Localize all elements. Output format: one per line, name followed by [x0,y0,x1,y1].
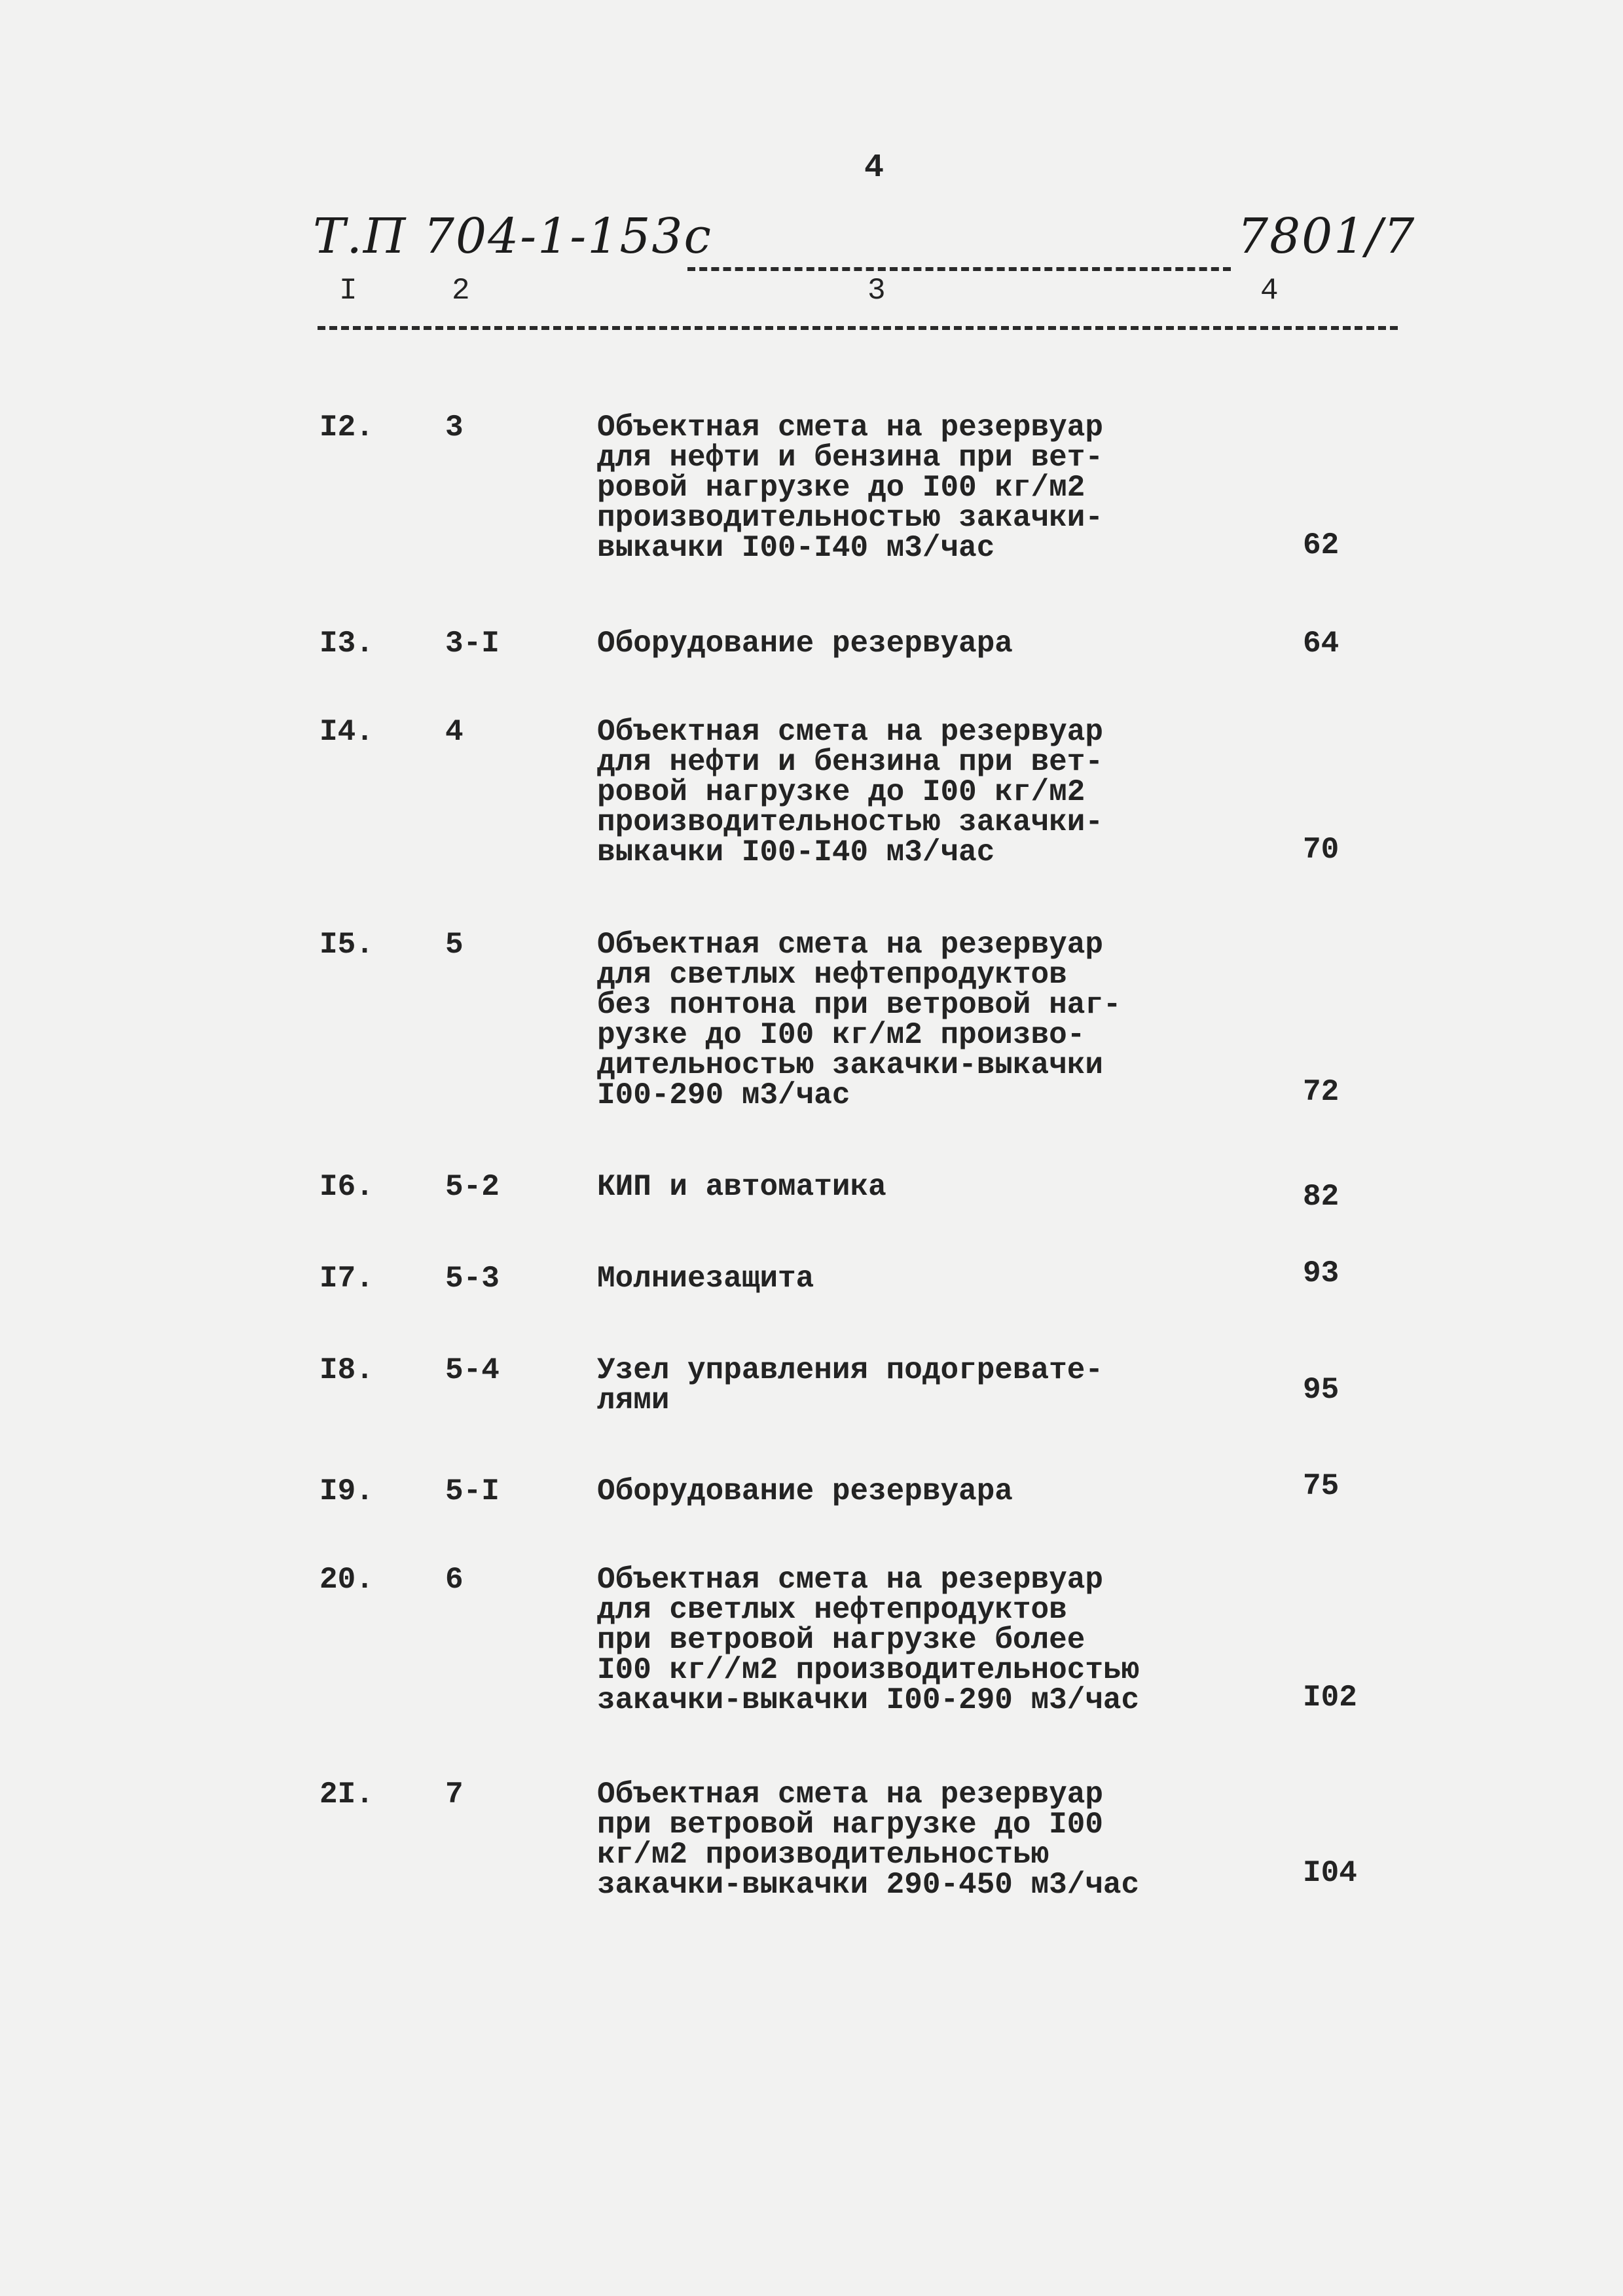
description-line: для светлых нефтепродуктов [597,958,1067,992]
item-description [597,930,1265,1110]
item-description [597,717,1265,867]
item-number: 20. [319,1563,374,1597]
page-reference: 72 [1303,1075,1340,1109]
section-number: 5-2 [445,1170,500,1204]
item-description [597,1565,1265,1715]
description-line: Объектная смета на резервуар [597,715,1103,749]
description-line: Оборудование резервуара [597,627,1013,661]
page-reference: I02 [1303,1681,1357,1715]
section-number: 5 [445,928,464,962]
section-number: 3-I [445,627,500,661]
description-line: Узел управления подогревате- [597,1353,1103,1387]
section-number: 6 [445,1563,464,1597]
section-number: 3 [445,410,464,445]
item-description [597,1476,1265,1506]
item-number: 2I. [319,1777,374,1812]
page-reference: 82 [1303,1180,1340,1214]
column-header-4: 4 [1260,274,1279,308]
item-number: I3. [319,627,374,661]
item-description [597,1172,1265,1202]
page-reference: 70 [1303,833,1340,867]
item-description [597,629,1265,659]
item-number: I5. [319,928,374,962]
description-line: Оборудование резервуара [597,1474,1013,1508]
description-line: для нефти и бензина при вет- [597,745,1103,779]
description-line: лями [597,1383,670,1417]
description-line: рузке до I00 кг/м2 произво- [597,1018,1085,1052]
description-line: для нефти и бензина при вет- [597,441,1103,475]
description-line: КИП и автоматика [597,1170,886,1204]
page-reference: 75 [1303,1469,1340,1503]
page-reference: 95 [1303,1373,1340,1407]
description-line: I00-290 м3/час [597,1078,850,1112]
item-description [597,1355,1265,1415]
description-line: Объектная смета на резервуар [597,1777,1103,1812]
item-description [597,1264,1265,1294]
item-number: I2. [319,410,374,445]
description-line: дительностью закачки-выкачки [597,1048,1103,1082]
section-number: 5-4 [445,1353,500,1387]
item-description [597,1779,1265,1900]
item-number: I7. [319,1262,374,1296]
item-number: I6. [319,1170,374,1204]
description-line: ровой нагрузке до I00 кг/м2 [597,775,1085,809]
page-number: 4 [864,149,884,187]
item-number: I9. [319,1474,374,1508]
description-line: выкачки I00-I40 м3/час [597,835,995,869]
column-header-1: I [339,274,357,308]
description-line: кг/м2 производительностью [597,1838,1049,1872]
item-description [597,412,1265,563]
page-reference: 64 [1303,627,1340,661]
description-line: Объектная смета на резервуар [597,410,1103,445]
item-number: I4. [319,715,374,749]
description-line: Объектная смета на резервуар [597,1563,1103,1597]
page-reference: 62 [1303,528,1340,562]
header-rule [318,326,1398,330]
header-dashed-line [687,267,1231,271]
column-header-3: 3 [867,274,886,308]
page-reference: 93 [1303,1256,1340,1290]
description-line: закачки-выкачки I00-290 м3/час [597,1683,1140,1717]
item-number: I8. [319,1353,374,1387]
description-line: Объектная смета на резервуар [597,928,1103,962]
inventory-number-handwritten: 7801/7 [1237,208,1416,264]
description-line: для светлых нефтепродуктов [597,1593,1067,1627]
description-line: выкачки I00-I40 м3/час [597,531,995,565]
description-line: Молниезащита [597,1262,814,1296]
description-line: закачки-выкачки 290-450 м3/час [597,1868,1140,1902]
description-line: при ветровой нагрузке до I00 [597,1808,1103,1842]
description-line: I00 кг//м2 производительностью [597,1653,1140,1687]
section-number: 4 [445,715,464,749]
description-line: ровой нагрузке до I00 кг/м2 [597,471,1085,505]
section-number: 5-I [445,1474,500,1508]
section-number: 7 [445,1777,464,1812]
section-number: 5-3 [445,1262,500,1296]
description-line: производительностью закачки- [597,501,1103,535]
description-line: при ветровой нагрузке более [597,1623,1085,1657]
document-code-handwritten: Т.П 704-1-153с [313,208,712,264]
page-reference: I04 [1303,1856,1357,1890]
description-line: без понтона при ветровой наг- [597,988,1122,1022]
description-line: производительностью закачки- [597,805,1103,839]
column-header-2: 2 [452,274,470,308]
